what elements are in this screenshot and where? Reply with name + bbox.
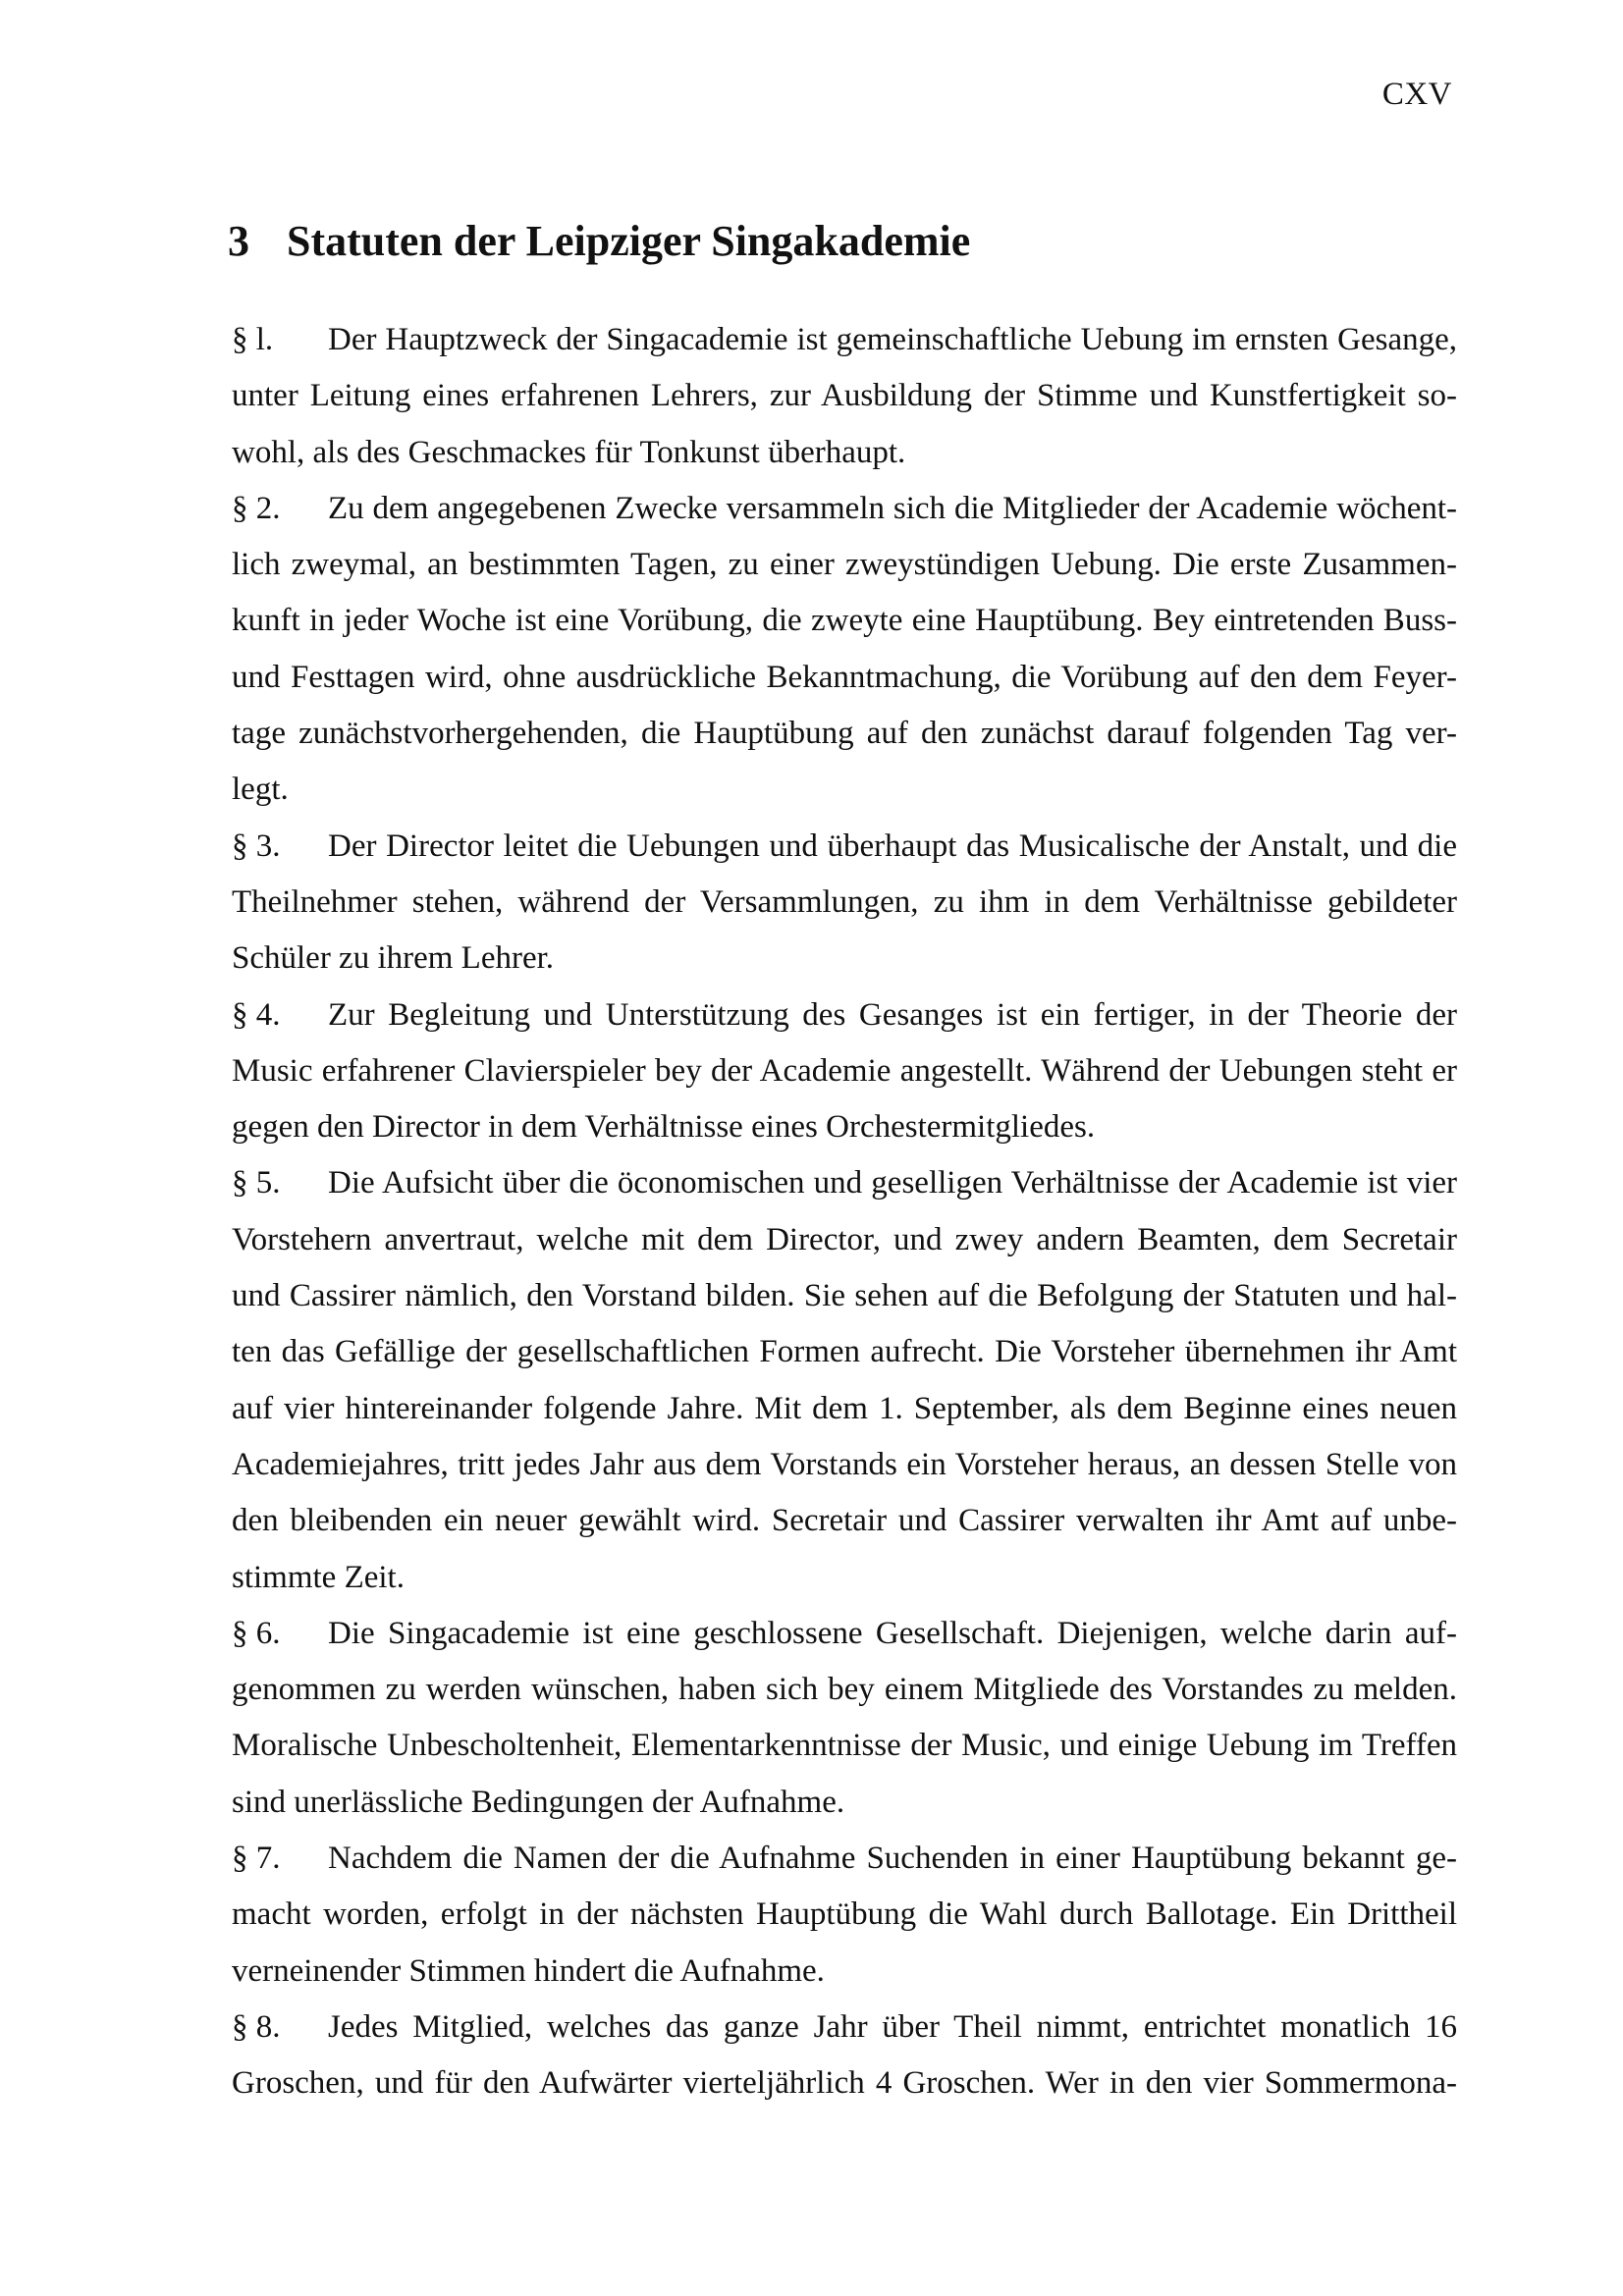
text-line	[232, 988, 1457, 1043]
text-line	[232, 1268, 1457, 1324]
section-mark: § 7.	[232, 1841, 281, 1877]
section-mark: § 8.	[232, 2008, 281, 2045]
text-line	[232, 1043, 1457, 1099]
line-text: sind unerlässliche Bedingungen der Aufnahme.	[232, 1784, 845, 1820]
line-text: genommen zu werden wünschen, haben sich bey einem Mitgliede des Vorstandes zu melden.	[232, 1672, 1457, 1708]
text-line	[232, 1944, 1457, 2000]
text-line	[232, 481, 1457, 537]
line-text: und Festtagen wird, ohne ausdrückliche Bekanntmachung, die Vorübung auf den dem Feyer-	[232, 659, 1457, 695]
text-line	[232, 1437, 1457, 1493]
line-text: unter Leitung eines erfahrenen Lehrers, zur Ausbildung der Stimme und Kunstfertigkeit so-	[232, 378, 1457, 414]
text-line	[232, 1324, 1457, 1380]
line-text: Schüler zu ihrem Lehrer.	[232, 940, 555, 977]
line-text: legt.	[232, 772, 289, 808]
section-mark: § 2.	[232, 490, 281, 526]
line-text: Moralische Unbescholtenheit, Elementarkenntnisse der Music, und einige Uebung im Treffen	[232, 1728, 1457, 1764]
text-line	[232, 312, 1457, 368]
text-line	[232, 875, 1457, 931]
heading-number: 3	[228, 217, 249, 265]
line-text: Groschen, und für den Aufwärter vierteljährlich 4 Groschen. Wer in den vier Sommermona-	[232, 2065, 1457, 2102]
line-text: Die Singacademie ist eine geschlossene Gesellschaft. Diejenigen, welche darin auf-	[328, 1615, 1457, 1651]
text-line	[232, 1550, 1457, 1606]
text-line	[232, 537, 1457, 593]
text-line	[232, 762, 1457, 818]
line-text: auf vier hintereinander folgende Jahre. Mit dem 1. September, als dem Beginne eines neuen	[232, 1390, 1457, 1426]
statutes-text	[232, 312, 1457, 2112]
text-line	[232, 931, 1457, 987]
line-text: gegen den Director in dem Verhältnisse eines Orchestermitgliedes.	[232, 1109, 1096, 1146]
line-text: lich zweymal, an bestimmten Tagen, zu einer zweystündigen Uebung. Die erste Zusammen-	[232, 547, 1457, 583]
section-mark: § 5.	[232, 1165, 281, 1201]
line-text: kunft in jeder Woche ist eine Vorübung, die zweyte eine Hauptübung. Bey eintretenden Buss-	[232, 603, 1457, 639]
text-line	[232, 650, 1457, 706]
section-mark: § 6.	[232, 1615, 281, 1651]
line-text: Der Hauptzweck der Singacademie ist gemeinschaftliche Uebung im ernsten Gesange,	[328, 322, 1457, 357]
text-line	[232, 368, 1457, 424]
section-mark: § 3.	[232, 828, 281, 864]
text-line	[232, 1662, 1457, 1718]
text-line	[232, 1212, 1457, 1268]
text-line	[232, 706, 1457, 762]
text-line	[232, 1155, 1457, 1211]
line-text: Die Aufsicht über die öconomischen und geselligen Verhältnisse der Academie ist vier	[328, 1165, 1457, 1201]
line-text: Vorstehern anvertraut, welche mit dem Director, und zwey andern Beamten, dem Secretair	[232, 1221, 1457, 1257]
section-mark: § l.	[232, 322, 274, 357]
line-text: Zur Begleitung und Unterstützung des Gesanges ist ein fertiger, in der Theorie der	[328, 996, 1457, 1033]
line-text: wohl, als des Geschmackes für Tonkunst überhaupt.	[232, 434, 906, 470]
line-text: Jedes Mitglied, welches das ganze Jahr über Theil nimmt, entrichtet monatlich 16	[328, 2008, 1457, 2045]
line-text: Theilnehmer stehen, während der Versammlungen, zu ihm in dem Verhältnisse gebildeter	[232, 883, 1457, 920]
line-text: Zu dem angegebenen Zwecke versammeln sich die Mitglieder der Academie wöchent-	[328, 490, 1457, 526]
line-text: Nachdem die Namen der die Aufnahme Suchenden in einer Hauptübung bekannt ge-	[328, 1841, 1457, 1877]
section-mark: § 4.	[232, 996, 281, 1033]
line-text: den bleibenden ein neuer gewählt wird. Secretair und Cassirer verwalten ihr Amt auf unbe-	[232, 1503, 1457, 1539]
text-line	[232, 425, 1457, 481]
text-line	[232, 2056, 1457, 2111]
text-line	[232, 819, 1457, 875]
line-text: macht worden, erfolgt in der nächsten Hauptübung die Wahl durch Ballotage. Ein Drittheil	[232, 1896, 1457, 1933]
page-number: CXV	[1381, 77, 1452, 112]
text-line	[232, 1493, 1457, 1549]
text-line	[232, 2000, 1457, 2056]
text-line	[232, 1606, 1457, 1662]
text-line	[232, 1887, 1457, 1943]
text-line	[232, 1381, 1457, 1437]
text-line	[232, 1099, 1457, 1155]
line-text: stimmte Zeit.	[232, 1559, 405, 1595]
section-heading	[228, 214, 970, 269]
text-line	[232, 593, 1457, 649]
line-text: ten das Gefällige der gesellschaftlichen Formen aufrecht. Die Vorsteher übernehmen ihr Amt	[232, 1334, 1457, 1370]
text-line	[232, 1831, 1457, 1887]
line-text: Academiejahres, tritt jedes Jahr aus dem Vorstands ein Vorsteher heraus, an dessen Stelle von	[232, 1446, 1457, 1482]
text-line	[232, 1775, 1457, 1831]
line-text: tage zunächstvorhergehenden, die Hauptübung auf den zunächst darauf folgenden Tag ver-	[232, 716, 1457, 752]
line-text: Music erfahrener Clavierspieler bey der Academie angestellt. Während der Uebungen steht er	[232, 1052, 1457, 1089]
heading-title: Statuten der Leipziger Singakademie	[287, 217, 971, 265]
line-text: Der Director leitet die Uebungen und überhaupt das Musicalische der Anstalt, und die	[328, 828, 1457, 864]
line-text: und Cassirer nämlich, den Vorstand bilden. Sie sehen auf die Befolgung der Statuten und hal-	[232, 1278, 1457, 1314]
text-line	[232, 1718, 1457, 1774]
line-text: verneinender Stimmen hindert die Aufnahme.	[232, 1952, 825, 1989]
